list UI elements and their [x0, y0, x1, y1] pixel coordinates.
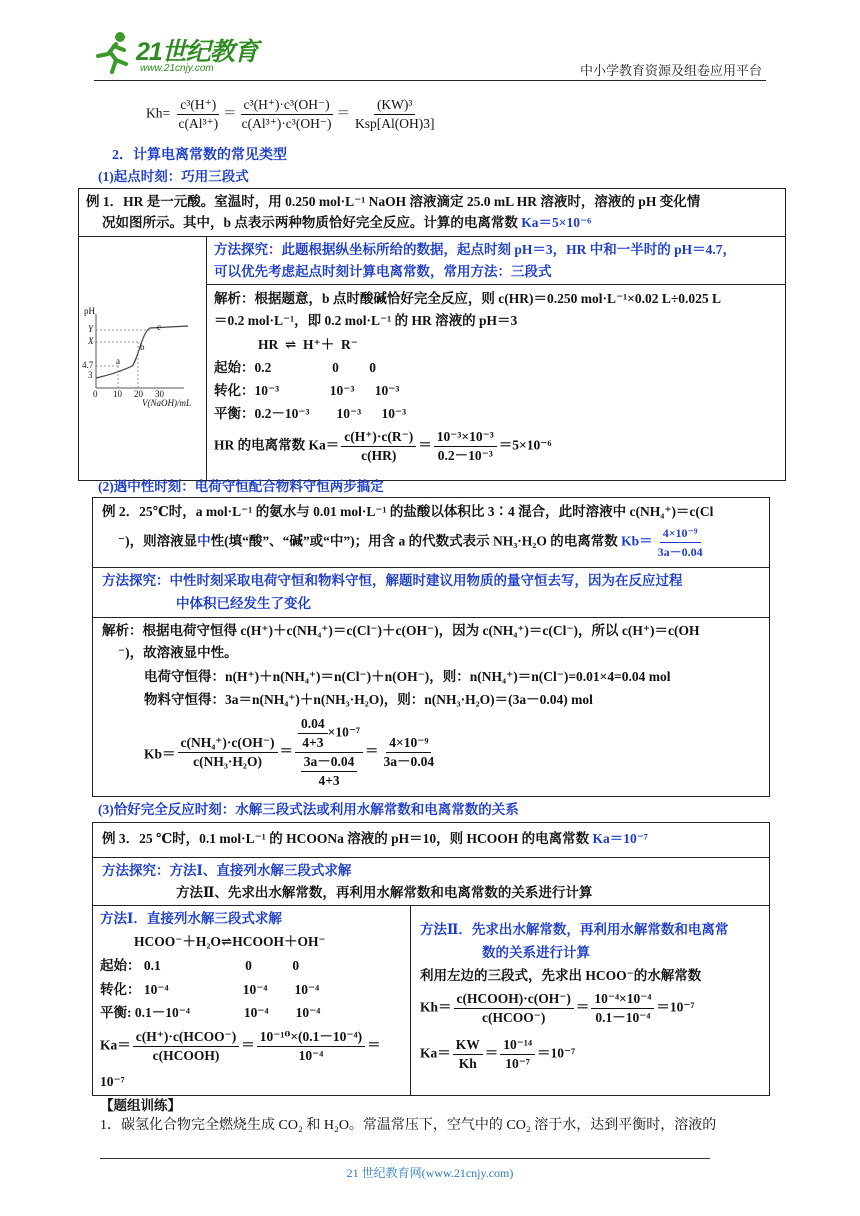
frac-den: c(HCOO⁻) [482, 1010, 546, 1025]
logo-url: www.21cnjy.com [140, 63, 214, 74]
graph-y-tick: Y [88, 324, 94, 334]
ex1-answer: Ka＝5×10⁻⁶ [521, 215, 592, 230]
frac-den [298, 753, 361, 790]
ex3-col-divider [410, 905, 411, 1096]
ex3-divider-1 [92, 857, 770, 858]
platform-name: 中小学教育资源及组卷应用平台 [580, 63, 763, 78]
frac [381, 734, 438, 771]
footer-divider [100, 1158, 710, 1159]
graph-y-tick: 3 [88, 370, 93, 380]
frac [500, 1036, 535, 1073]
ex1-row-change: 转化：10⁻³ 10⁻³ 10⁻³ [214, 383, 400, 398]
frac-num: 0.04 [298, 715, 328, 734]
ex3-left-change: 转化： 10⁻⁴ 10⁻⁴ 10⁻⁴ [100, 982, 320, 997]
frac-den: c(Al³⁺)·c³(OH⁻) [241, 116, 332, 131]
ex2-kb-formula: Kb＝ $\frac{\text{c(NH₄⁺)·c(OH⁻)}}{\text{c(NH₃·H₂O)}}$ ＝ $\frac{0.04}{4+3}$ ×10⁻⁷ $\frac{3a-0.04}{4+3}$ ＝ $\frac{\text{4×10⁻⁹}}{3a-0.04}$ [144, 715, 439, 790]
ex3-left-equation: HCOO⁻＋H₂O⇌HCOOH＋OH⁻ [134, 934, 326, 949]
frac-den: Kh [458, 1056, 477, 1071]
frac-num: c³(H⁺) [177, 96, 219, 115]
frac-num: c(H⁺)·c(HCOO⁻) [133, 1028, 239, 1047]
ex2-question-line2 [118, 524, 708, 561]
ex3-ka2-formula: Ka＝ $\frac{KW}{Kh}$ ＝ $\frac{\text{10⁻¹⁴}}{\text{10⁻⁷}}$ ＝10⁻⁷ [420, 1037, 576, 1071]
frac-den: 10⁻⁴ [298, 1048, 324, 1063]
frac-3 [352, 96, 437, 133]
ex2-answer-neutral: 中 [197, 533, 211, 549]
kh-label: Kh= [146, 105, 171, 121]
kh-label: Kh＝ [420, 999, 452, 1015]
logo-text: 21世纪教育 [136, 38, 258, 66]
ex1-method-divider [206, 284, 786, 285]
graph-y-tick: X [88, 336, 94, 346]
header-divider [94, 80, 766, 81]
frac-den: c(Al³⁺) [178, 116, 219, 131]
frac-den: 3a－0.04 [383, 754, 435, 769]
ex1-divider [78, 236, 786, 237]
graph-x-tick: 30 [155, 389, 164, 399]
ex3-question [102, 829, 648, 849]
frac [453, 1036, 483, 1073]
frac-top-tail: ×10⁻⁷ [327, 724, 361, 740]
frac-den: Ksp[Al(OH)3] [354, 116, 435, 131]
graph-x-tick: 20 [134, 389, 143, 399]
frac-num [295, 715, 363, 753]
graph-point-c: c [157, 322, 161, 332]
ex1-row-equilibrium: 平衡：0.2－10⁻³ 10⁻³ 10⁻³ [214, 406, 407, 421]
graph-x-tick: 10 [113, 389, 122, 399]
ex3-divider-2 [92, 905, 770, 906]
ex3-right-title-line1: 方法Ⅱ．先求出水解常数，再利用水解常数和电离常 [420, 922, 729, 937]
ex2-q2a: ⁻)，则溶液显 [118, 533, 198, 549]
frac-num: c(NH₄⁺)·c(OH⁻) [178, 734, 278, 753]
frac-num: 10⁻¹⁴ [500, 1036, 535, 1055]
graph-point-a: a [116, 356, 120, 366]
ka2-label: Ka＝ [420, 1045, 451, 1061]
footer-text: 21 世纪教育网(www.21cnjy.com) [346, 1166, 514, 1180]
graph-y-tick: 4.7 [82, 360, 94, 370]
practice-title: 【题组训练】 [100, 1098, 181, 1113]
ex2-kb-label: Kb＝ [621, 533, 653, 549]
frac-num: c³(H⁺)·c³(OH⁻) [241, 96, 333, 115]
ka-label: Ka＝ [100, 1037, 131, 1053]
ex2-answer-line1: 解析：根据电荷守恒得 c(H⁺)＋c(NH₄⁺)＝c(Cl⁻)＋c(OH⁻)，因为 c(NH₄⁺)＝c(Cl⁻)，所以 c(H⁺)＝c(OH [102, 623, 700, 638]
frac-den: 10⁻⁷ [505, 1056, 530, 1071]
frac-1 [176, 96, 222, 133]
subsection-3-title: (3)恰好完全反应时刻：水解三段式法或利用水解常数和电离常数的关系 [98, 802, 519, 817]
frac [257, 1028, 365, 1065]
frac [298, 715, 328, 752]
graph-x-tick: 0 [93, 389, 98, 399]
practice-question-1: 1．碳氢化合物完全燃烧生成 CO₂ 和 H₂O。常温常压下，空气中的 CO₂ 溶于水，达到平衡时，溶液的 [100, 1118, 717, 1133]
ex1-col-divider [206, 236, 207, 481]
ex3-right-text: 利用左边的三段式，先求出 HCOO⁻的水解常数 [420, 968, 702, 983]
kh-result: ＝10⁻⁷ [656, 999, 695, 1015]
frac-num: 4×10⁻⁹ [660, 524, 701, 543]
top-formula: Kh= $\frac{\text{c³(H⁺)}}{\text{c(Al³⁺)}}$ ＝ $\frac{\text{c³(H⁺)·c³(OH⁻)}}{\text{c(Al³⁺)·c³(OH⁻)}}$ ＝ $\frac{\text{(KW)³}}{\text{Ksp[Al(OH)3]}}$ [146, 96, 439, 133]
ex2-divider-2 [92, 617, 770, 618]
frac [133, 1028, 239, 1065]
ex2-question-line1: 例 2．25℃时，a mol·L⁻¹ 的氨水与 0.01 mol·L⁻¹ 的盐酸以体积比 3∶4 混合，此时溶液中 c(NH₄⁺)＝c(Cl [102, 504, 714, 519]
ex3-left-title: 方法Ⅰ．直接列水解三段式求解 [100, 911, 282, 926]
frac-den: 3a－0.04 [657, 545, 703, 559]
ex2-answer-line4: 物料守恒得：3a＝n(NH₄⁺)＋n(NH₃·H₂O)，则：n(NH₃·H₂O)＝(3a－0.04) mol [144, 692, 593, 707]
subsection-1-title: (1)起点时刻：巧用三段式 [98, 169, 249, 184]
frac-num: 4×10⁻⁹ [386, 734, 431, 753]
frac-den: c(NH₃·H₂O) [193, 754, 262, 769]
ex3-q1: 例 3．25 ℃时，0.1 mol·L⁻¹ 的 HCOONa 溶液的 pH＝10，则 HCOOH 的电离常数 [102, 831, 593, 846]
frac-num: 10⁻³×10⁻³ [434, 428, 497, 447]
ex2-kb-answer [655, 524, 706, 561]
frac [301, 753, 358, 790]
frac-den: c(HCOOH) [152, 1048, 220, 1063]
ex1-question-line1: 例 1．HR 是一元酸。室温时，用 0.250 mol·L⁻¹ NaOH 溶液滴定 25.0 mL HR 溶液时，溶液的 pH 变化情 [86, 194, 701, 209]
frac-num: c(H⁺)·c(R⁻) [341, 428, 416, 447]
ex3-ka-formula: Ka＝ $\frac{\text{c(H⁺)·c(HCOO⁻)}}{\text{c(HCOOH)}}$ ＝ $\frac{\text{10⁻¹⁰×(0.1－10⁻⁴)}}{\text{10⁻⁴}}$ ＝ [100, 1029, 381, 1063]
section-2-title: 2．计算电离常数的常见类型 [112, 148, 287, 163]
ex1-ka-formula: HR 的电离常数 Ka＝ $\frac{c(H^+)\cdot c(R^-)}{c(HR)}$ ＝ $\frac{\text{10⁻³×10⁻³}}{\text{0.2－10⁻³}}$ ＝5×10⁻⁶ [214, 429, 552, 463]
graph-point-b: b [140, 342, 145, 352]
header-logo [94, 30, 264, 78]
frac-num: (KW)³ [374, 96, 416, 115]
frac [454, 990, 574, 1027]
ex2-method-line2: 中体积已经发生了变化 [176, 596, 311, 611]
ex1-row-start: 起始：0.2 0 0 [214, 360, 376, 375]
ka-label: HR 的电离常数 Ka＝ [214, 437, 340, 453]
ex3-answer: Ka＝10⁻⁷ [592, 831, 648, 846]
frac-den: 0.2－10⁻³ [437, 448, 493, 463]
frac-num: 10⁻⁴×10⁻⁴ [591, 990, 654, 1009]
ex3-left-start: 起始： 0.1 0 0 [100, 958, 300, 973]
frac-den: c(HR) [361, 448, 397, 463]
frac-num: 3a－0.04 [301, 753, 358, 772]
ex2-method-line1: 方法探究：中性时刻采取电荷守恒和物料守恒，解题时建议用物质的量守恒去写，因为在反应过程 [102, 573, 683, 588]
ex1-answer-line2: ＝0.2 mol·L⁻¹，即 0.2 mol·L⁻¹ 的 HR 溶液的 pH＝3 [214, 313, 518, 328]
ex3-method-line1: 方法探究：方法Ⅰ、直接列水解三段式求解 [102, 863, 352, 878]
ex1-method-line2: 可以优先考虑起点时刻计算电离常数，常用方法：三段式 [214, 264, 552, 279]
graph-y-label: pH [84, 306, 95, 316]
frac-num: KW [453, 1036, 483, 1055]
nested-frac [295, 715, 363, 790]
graph-x-label: V(NaOH)/mL [142, 398, 191, 408]
ex3-kh-formula: Kh＝ $\frac{\text{c(HCOOH)·c(OH⁻)}}{\text{c(HCOO⁻)}}$ ＝ $\frac{\text{10⁻⁴×10⁻⁴}}{\text{0.1－10⁻⁴}}$ ＝10⁻⁷ [420, 991, 695, 1025]
frac [341, 428, 416, 465]
frac-num: 10⁻¹⁰×(0.1－10⁻⁴) [257, 1028, 365, 1047]
subsection-2-title: (2)遇中性时刻：电荷守恒配合物料守恒两步搞定 [98, 479, 384, 494]
ex1-method-line1: 方法探究：此题根据纵坐标所给的数据，起点时刻 pH＝3，HR 中和一半时的 pH＝4.7， [214, 242, 737, 257]
frac-den: 0.1－10⁻⁴ [595, 1010, 651, 1025]
frac [178, 734, 278, 771]
ex2-answer-line3: 电荷守恒得：n(H⁺)＋n(NH₄⁺)＝n(Cl⁻)＋n(OH⁻)，则：n(NH₄⁺)＝n(Cl⁻)=0.01×4=0.04 mol [144, 669, 671, 684]
ex3-method-line2: 方法Ⅱ、先求出水解常数，再利用水解常数和电离常数的关系进行计算 [176, 885, 593, 900]
ka-result: ＝5×10⁻⁶ [498, 437, 552, 453]
ex1-answer-line1: 解析：根据题意，b 点时酸碱恰好完全反应，则 c(HR)＝0.250 mol·L⁻¹×0.02 L÷0.025 L [214, 291, 722, 306]
frac-2 [239, 96, 335, 133]
ex3-left-equilibrium: 平衡: 0.1－10⁻⁴ 10⁻⁴ 10⁻⁴ [100, 1005, 321, 1020]
frac-den: 4+3 [318, 773, 340, 788]
frac [434, 428, 497, 465]
frac-num: c(HCOOH)·c(OH⁻) [454, 990, 574, 1009]
ex1-equation: HR ⇌ H⁺＋ R⁻ [258, 337, 358, 352]
kb-label: Kb＝ [144, 746, 176, 762]
frac [591, 990, 654, 1027]
ex3-right-title-line2: 数的关系进行计算 [482, 945, 590, 960]
ex1-q2: 况如图所示。其中，b 点表示两种物质恰好完全反应。计算的电离常数 [102, 215, 522, 230]
ex2-divider-1 [92, 567, 770, 568]
ex2-answer-line2: ⁻)，故溶液显中性。 [118, 645, 238, 660]
ex3-ka-tail: 10⁻⁷ [100, 1074, 125, 1089]
frac-den: 4+3 [302, 735, 324, 750]
ex2-q2b: 性(填“酸”、“碱”或“中”)；用含 a 的代数式表示 NH₃·H₂O 的电离常数 [210, 533, 622, 549]
ka2-result: ＝10⁻⁷ [537, 1045, 576, 1061]
ex1-question-line2 [102, 213, 591, 233]
runner-logo-icon [94, 30, 134, 74]
